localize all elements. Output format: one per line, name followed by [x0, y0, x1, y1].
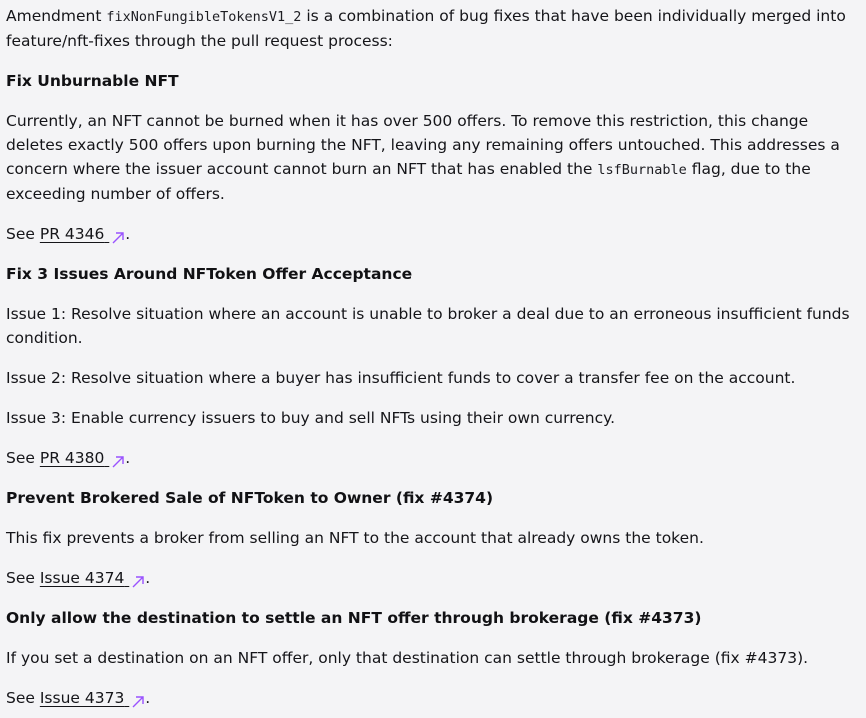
issue-3-paragraph: Issue 3: Enable currency issuers to buy and sell NFTs using their own currency. [6, 409, 616, 427]
pr-4380-link[interactable] [40, 449, 109, 467]
issue-4373-link[interactable] [40, 689, 129, 707]
pr-4346-link[interactable] [40, 225, 109, 243]
paragraph-text: Currently, an NFT cannot be burned when it has over 500 offers. To remove this restriction, this change deletes exactly 500 offers upon burning the NFT, leaving any remaining offers untouched. This addresses a concern where the issuer account cannot burn an NFT that has enabled the [6, 112, 840, 178]
see-line [6, 566, 860, 590]
heading-prevent-brokered-sale: Prevent Brokered Sale of NFToken to Owner (fix #4374) [6, 489, 494, 507]
link-text: Issue 4374 [39, 569, 125, 587]
period: . [145, 689, 151, 707]
external-link-icon[interactable] [131, 694, 145, 708]
external-link-icon[interactable] [111, 230, 125, 244]
intro-prefix: Amendment [6, 7, 107, 25]
link-text: PR 4346 [39, 225, 105, 243]
period: . [125, 449, 131, 467]
see-label: See [6, 449, 40, 467]
intro-suffix: is a combination of bug fixes that have been individually merged into feature/nft-fixes through the pull request process: [6, 7, 846, 50]
period: . [145, 569, 151, 587]
issue-1-paragraph: Issue 1: Resolve situation where an account is unable to broker a deal due to an erroneous insufficient funds condition. [6, 305, 850, 347]
heading-fix-unburnable-nft: Fix Unburnable NFT [6, 72, 179, 90]
external-link-icon[interactable] [131, 574, 145, 588]
link-text: PR 4380 [39, 449, 105, 467]
see-label: See [6, 225, 40, 243]
paragraph-text: flag, due to the exceeding number of offers. [6, 160, 811, 203]
issue-2-paragraph: Issue 2: Resolve situation where a buyer has insufficient funds to cover a transfer fee on the account. [6, 369, 796, 387]
see-line [6, 686, 860, 710]
heading-fix-3-issues: Fix 3 Issues Around NFToken Offer Acceptance [6, 265, 413, 283]
issue-4374-link[interactable] [40, 569, 129, 587]
see-line [6, 222, 860, 246]
see-label: See [6, 689, 40, 707]
section-brokered-paragraph: This fix prevents a broker from selling an NFT to the account that already owns the token. [6, 529, 704, 547]
link-text: Issue 4373 [39, 689, 125, 707]
see-label: See [6, 569, 40, 587]
amendment-name-code: fixNonFungibleTokensV1_2 [106, 9, 302, 25]
heading-only-allow-destination: Only allow the destination to settle an NFT offer through brokerage (fix #4373) [6, 609, 702, 627]
external-link-icon[interactable] [111, 454, 125, 468]
section-destination-paragraph: If you set a destination on an NFT offer, only that destination can settle through brokerage (fix #4373). [6, 649, 809, 667]
flag-code: lsfBurnable [597, 162, 687, 178]
see-line [6, 446, 860, 470]
intro-paragraph [6, 4, 860, 53]
section-unburnable-paragraph [6, 109, 860, 206]
period: . [125, 225, 131, 243]
